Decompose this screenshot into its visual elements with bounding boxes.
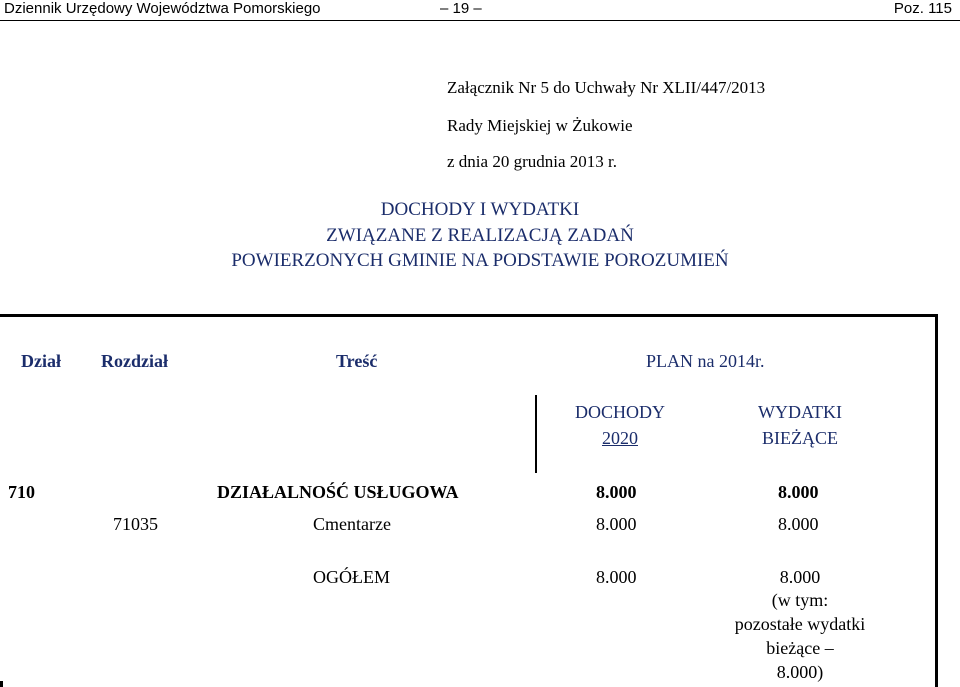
header-rule <box>0 20 960 21</box>
total-dochody: 8.000 <box>596 567 637 587</box>
row-1-dzial: 710 <box>8 482 35 502</box>
attachment-line-1: Załącznik Nr 5 do Uchwały Nr XLII/447/2013 <box>447 78 766 97</box>
header-dzial: Dział <box>21 351 61 371</box>
table-left-border <box>0 681 3 687</box>
row-2-rozdzial: 71035 <box>113 514 158 534</box>
attachment-line-3: z dnia 20 grudnia 2013 r. <box>447 152 617 171</box>
row-2-tresc: Cmentarze <box>313 514 391 534</box>
title-line-3: POWIERZONYCH GMINIE NA PODSTAWIE POROZUMIEŃ <box>231 250 729 271</box>
total-note-line-3: bieżące – <box>766 638 834 658</box>
header-dochody: DOCHODY <box>575 402 665 422</box>
table-right-border <box>935 314 938 687</box>
journal-name: Dziennik Urzędowy Województwa Pomorskiego <box>4 0 321 17</box>
total-note-line-4: 8.000) <box>776 662 824 682</box>
row-1-tresc: DZIAŁALNOŚĆ USŁUGOWA <box>217 482 459 502</box>
page-number: – 19 – <box>440 0 482 17</box>
header-dochody-code <box>540 428 700 449</box>
total-label: OGÓŁEM <box>313 567 390 587</box>
total-wydatki: 8.000 <box>779 567 821 587</box>
row-1-wydatki: 8.000 <box>778 482 819 502</box>
column-divider <box>535 395 537 473</box>
attachment-line-2: Rady Miejskiej w Żukowie <box>447 116 633 135</box>
position-number: Poz. 115 <box>893 0 952 17</box>
header-plan: PLAN na 2014r. <box>646 351 765 371</box>
row-2-wydatki: 8.000 <box>778 514 819 534</box>
total-note-line-1: (w tym: <box>771 590 829 610</box>
header-wydatki-sub: BIEŻĄCE <box>762 428 838 448</box>
title-line-2: ZWIĄZANE Z REALIZACJĄ ZADAŃ <box>326 225 634 246</box>
header-rozdzial: Rozdział <box>101 351 168 371</box>
header-wydatki: WYDATKI <box>758 402 842 422</box>
row-1-dochody: 8.000 <box>596 482 637 502</box>
row-2-dochody: 8.000 <box>596 514 637 534</box>
title-line-1: DOCHODY I WYDATKI <box>380 199 580 220</box>
table-top-border <box>0 314 938 317</box>
header-tresc: Treść <box>336 351 378 371</box>
header-dochody-code-text: 2020 <box>602 428 638 448</box>
total-note-line-2: pozostałe wydatki <box>734 614 866 634</box>
